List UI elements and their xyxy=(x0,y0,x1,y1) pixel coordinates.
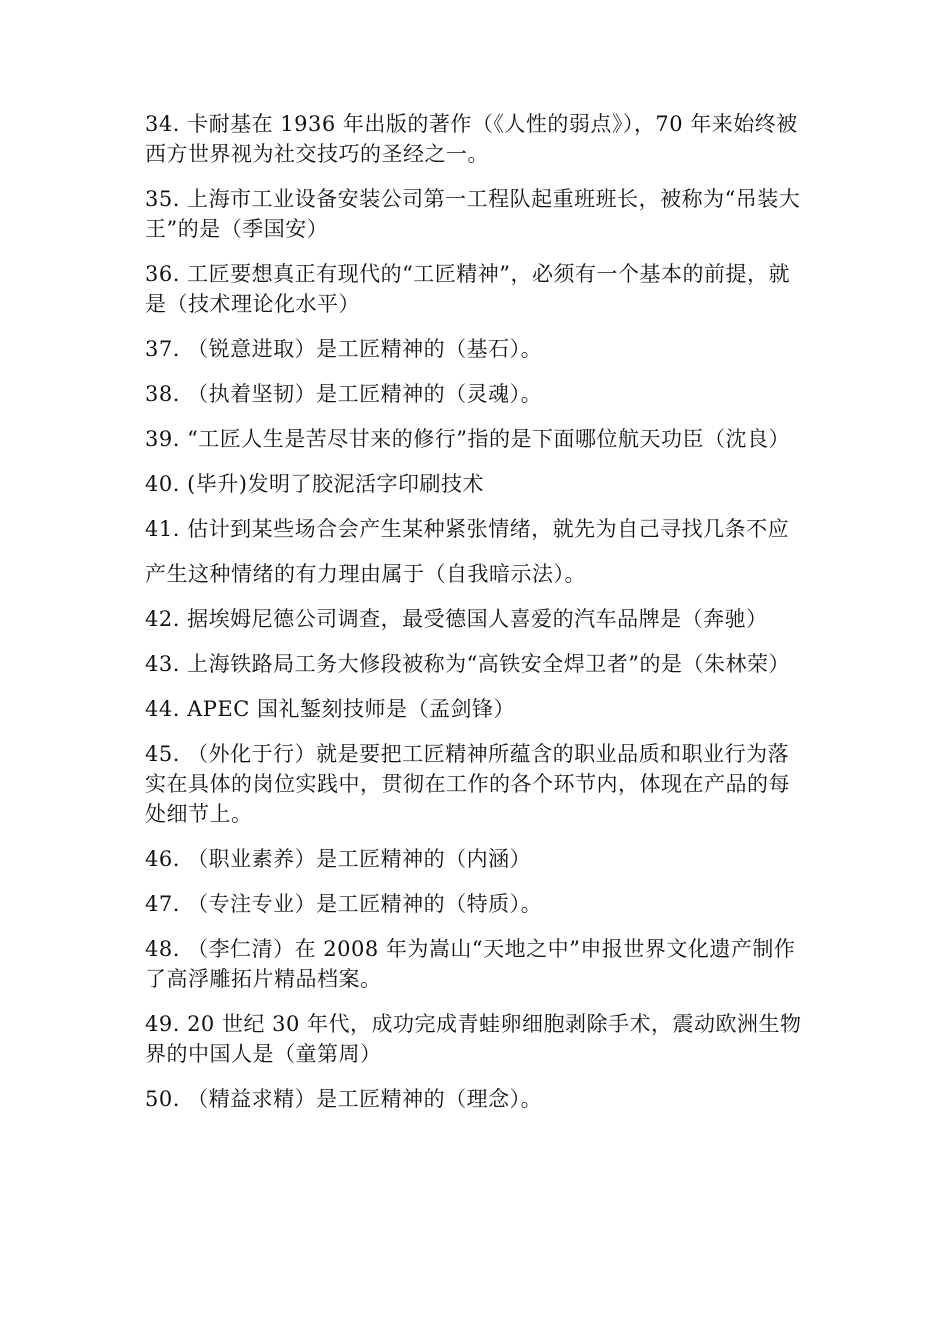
list-item: 40. (毕升)发明了胶泥活字印刷技术 xyxy=(145,472,484,496)
list-item: 41. 估计到某些场合会产生某种紧张情绪，就先为自己寻找几条不应 xyxy=(145,517,790,541)
list-item: 50. （精益求精）是工匠精神的（理念）。 xyxy=(145,1087,543,1111)
question-list xyxy=(145,109,805,1129)
list-item: 48. （李仁清）在 2008 年为嵩山“天地之中”申报世界文化遗产制作了高浮雕拓片精品档案。 xyxy=(145,937,796,991)
list-item: 34. 卡耐基在 1936 年出版的著作（《人性的弱点》），70 年来始终被西方世界视为社交技巧的圣经之一。 xyxy=(145,112,798,166)
list-item: 36. 工匠要想真正有现代的“工匠精神”，必须有一个基本的前提，就是（技术理论化水平） xyxy=(145,262,791,316)
list-item: 39. “工匠人生是苦尽甘来的修行”指的是下面哪位航天功臣（沈良） xyxy=(145,427,791,451)
list-item: 46. （职业素养）是工匠精神的（内涵） xyxy=(145,847,532,871)
list-item: 43. 上海铁路局工务大修段被称为“高铁安全焊卫者”的是（朱林荣） xyxy=(145,652,791,676)
list-item: 37. （锐意进取）是工匠精神的（基石）。 xyxy=(145,337,543,361)
list-item: 47. （专注专业）是工匠精神的（特质）。 xyxy=(145,892,543,916)
list-item: 45. （外化于行）就是要把工匠精神所蕴含的职业品质和职业行为落实在具体的岗位实践中，贯彻在工作的各个环节内，体现在产品的每处细节上。 xyxy=(145,742,790,826)
list-item: 44. APEC 国礼錾刻技师是（孟剑锋） xyxy=(145,697,515,721)
list-item: 35. 上海市工业设备安装公司第一工程队起重班班长，被称为“吊装大王”的是（季国安） xyxy=(145,187,801,241)
list-item: 49. 20 世纪 30 年代，成功完成青蛙卵细胞剥除手术，震动欧洲生物界的中国人是（童第周） xyxy=(145,1012,802,1066)
list-item: 42. 据埃姆尼德公司调查，最受德国人喜爱的汽车品牌是（奔驰） xyxy=(145,607,768,631)
list-item: 38. （执着坚韧）是工匠精神的（灵魂）。 xyxy=(145,382,543,406)
list-item: 产生这种情绪的有力理由属于（自我暗示法）。 xyxy=(145,562,586,586)
